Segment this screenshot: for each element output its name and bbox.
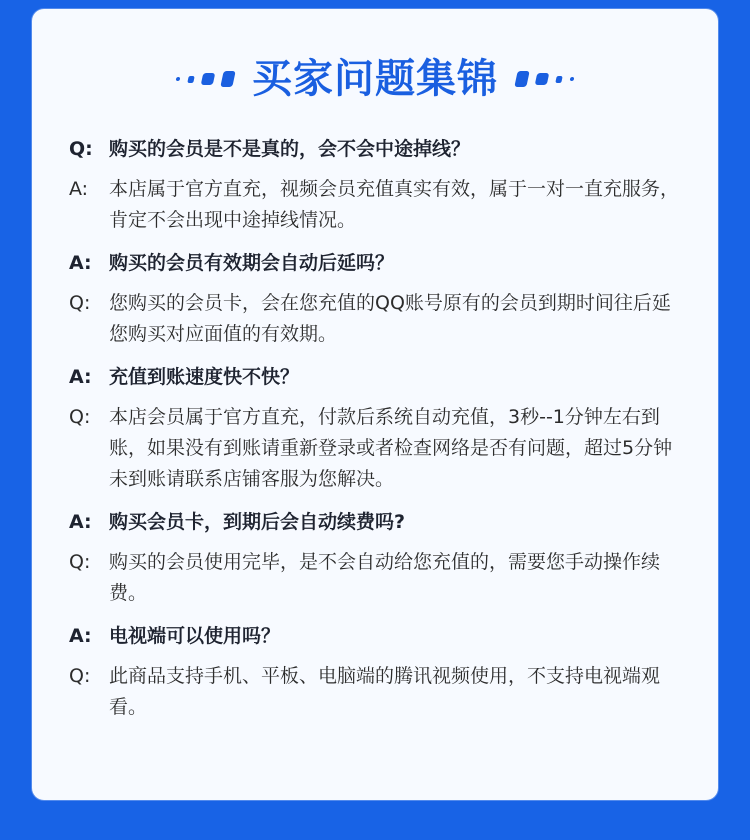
faq-answer [69,402,684,495]
faq-question [69,362,684,393]
question-text: 电视端可以使用吗？ [109,625,281,647]
answer-prefix: Q: [69,665,91,687]
faq-question [69,248,684,279]
question-prefix: A: [69,366,92,388]
answer-prefix: Q: [69,292,91,314]
faq-item [69,507,684,609]
answer-text: 本店会员属于官方直充，付款后系统自动充值，3秒--1分钟左右到账，如果没有到账请重新登录或者检查网络是否有问题，超过5分钟未到账请联系店铺客服为您解决。 [109,406,673,490]
faq-question [69,134,684,165]
answer-prefix: A: [69,178,89,200]
faq-question [69,621,684,652]
answer-text: 本店属于官方直充，视频会员充值真实有效，属于一对一直充服务，肯定不会出现中途掉线情况。 [109,178,680,231]
answer-text: 您购买的会员卡，会在您充值的QQ账号原有的会员到期时间往后延您购买对应面值的有效期。 [109,292,671,345]
answer-prefix: Q: [69,406,91,428]
dot-icon [535,73,550,85]
question-prefix: A: [69,511,92,533]
dot-icon [201,73,216,85]
faq-answer [69,547,684,609]
faq-list [69,134,684,735]
faq-item [69,621,684,723]
dot-icon [570,77,575,81]
question-prefix: A: [69,625,92,647]
faq-card [32,9,718,800]
dot-icon [220,71,235,87]
faq-answer [69,661,684,723]
question-text: 购买会员卡，到期后会自动续费吗? [109,511,406,533]
question-prefix: Q: [69,138,93,160]
question-text: 充值到账速度快不快？ [109,366,300,388]
faq-item [69,248,684,350]
dot-icon [514,71,529,87]
faq-header [32,47,718,111]
faq-item [69,362,684,495]
page-title: 买家问题集锦 [252,56,498,102]
faq-answer [69,174,684,236]
dot-icon [187,76,194,83]
dot-icon [555,76,562,83]
answer-text: 此商品支持手机、平板、电脑端的腾讯视频使用，不支持电视端观看。 [109,665,661,718]
faq-question [69,507,684,538]
faq-answer [69,288,684,350]
faq-item [69,134,684,236]
question-text: 购买的会员有效期会自动后延吗？ [109,252,395,274]
answer-text: 购买的会员使用完毕，是不会自动给您充值的，需要您手动操作续费。 [109,551,661,604]
answer-prefix: Q: [69,551,91,573]
right-decoration-dots [516,71,574,87]
question-prefix: A: [69,252,92,274]
dot-icon [176,77,181,81]
left-decoration-dots [176,71,234,87]
question-text: 购买的会员是不是真的，会不会中途掉线？ [109,138,471,160]
